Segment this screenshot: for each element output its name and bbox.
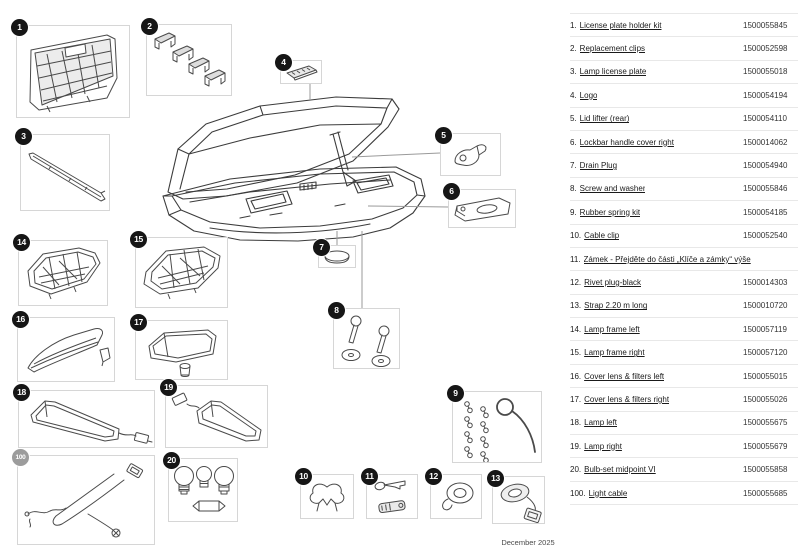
part-badge: 100 (11, 448, 30, 467)
part-box-lockbar-handle-cover (448, 186, 516, 228)
light-cable-icon (18, 456, 154, 544)
part-badge: 8 (327, 301, 346, 320)
part-badge: 5 (434, 126, 453, 145)
parts-list-row (570, 248, 798, 271)
parts-list-row (570, 131, 798, 154)
part-link[interactable]: Lamp right (584, 441, 622, 451)
row-index: 4. (570, 90, 577, 100)
part-number: 1500010720 (743, 301, 788, 311)
row-index: 100. (570, 488, 586, 498)
row-index: 11. (570, 254, 581, 264)
part-link[interactable]: Cable clip (584, 231, 620, 241)
row-index: 18. (570, 418, 582, 428)
part-number: 1500054110 (743, 114, 787, 124)
parts-list-row (570, 154, 798, 177)
part-badge: 19 (159, 378, 178, 397)
part-link[interactable]: Lamp frame right (584, 348, 645, 358)
part-box-lamp-license-plate (20, 131, 110, 211)
row-index: 12. (570, 277, 582, 287)
part-box-rivet-plug (429, 471, 482, 519)
screw-and-washer-icon (334, 309, 399, 368)
part-number: 1500014062 (743, 137, 788, 147)
part-box-lamp-frame-left (17, 237, 108, 306)
part-link[interactable]: License plate holder kit (579, 20, 662, 30)
part-badge: 17 (129, 313, 148, 332)
part-number: 1500057120 (743, 348, 788, 358)
parts-list-row (570, 271, 798, 294)
part-badge: 9 (446, 384, 465, 403)
part-link[interactable]: Rivet plug-black (584, 277, 642, 287)
parts-list-row (570, 341, 798, 364)
part-link[interactable]: Rubber spring kit (579, 207, 641, 217)
row-index: 2. (570, 44, 577, 54)
part-badge: 15 (129, 230, 148, 249)
row-index: 7. (570, 161, 577, 171)
part-box-strap (491, 473, 545, 524)
part-badge: 6 (442, 182, 461, 201)
part-link[interactable]: Lid lifter (rear) (579, 114, 630, 124)
part-link[interactable]: Cover lens & filters right (584, 394, 670, 404)
part-number: 1500014303 (743, 277, 788, 287)
part-box-replacement-clips (146, 21, 232, 96)
part-box-lamp-right (164, 382, 268, 448)
part-box-lamp-frame-right (134, 234, 228, 308)
part-link[interactable]: Bulb-set midpoint VI (584, 465, 656, 475)
cover-lens-right-icon (136, 321, 227, 379)
part-box-drain-plug (318, 242, 356, 268)
parts-list-row (570, 61, 798, 84)
lamp-right-icon (166, 386, 267, 447)
lamp-frame-right-icon (136, 238, 227, 307)
part-number: 1500055675 (743, 418, 788, 428)
parts-list-row (570, 365, 798, 388)
row-index: 3. (570, 67, 577, 77)
row-index: 14. (570, 324, 582, 334)
row-index: 5. (570, 114, 577, 124)
part-badge: 11 (360, 467, 379, 486)
part-link[interactable]: Screw and washer (579, 184, 646, 194)
parts-list-row (570, 412, 798, 435)
row-index: 9. (570, 207, 577, 217)
parts-list-row (570, 482, 798, 505)
part-box-cable-clip (299, 471, 354, 519)
part-number: 1500055846 (743, 184, 788, 194)
row-index: 15. (570, 348, 582, 358)
bulb-set-icon (169, 459, 237, 521)
part-link[interactable]: Lockbar handle cover right (579, 137, 674, 147)
parts-list-row (570, 201, 798, 224)
part-box-cover-lens-left (16, 314, 115, 382)
lamp-frame-left-icon (19, 241, 107, 305)
part-badge: 3 (14, 127, 33, 146)
part-badge: 1 (10, 18, 29, 37)
part-number: 1500055845 (743, 20, 788, 30)
part-link[interactable]: Light cable (588, 488, 628, 498)
part-link[interactable]: Replacement clips (579, 44, 646, 54)
part-number: 1500055026 (743, 394, 788, 404)
part-link[interactable]: Zámek - Přejděte do části „Klíče a zámky“ výše (583, 254, 751, 264)
part-number: 1500054185 (743, 207, 788, 217)
part-link[interactable]: Lamp license plate (579, 67, 647, 77)
parts-list-row (570, 225, 798, 248)
row-index: 8. (570, 184, 577, 194)
part-badge: 10 (294, 467, 313, 486)
part-box-bulb-set (167, 455, 238, 522)
part-box-logo (280, 57, 322, 84)
part-badge: 4 (274, 53, 293, 72)
part-link[interactable]: Cover lens & filters left (584, 371, 665, 381)
catalog-date: December 2025 (501, 538, 555, 547)
part-badge: 7 (312, 238, 331, 257)
leader-lines (310, 84, 448, 308)
parts-list-row (570, 435, 798, 458)
part-badge: 13 (486, 469, 505, 488)
part-number: 1500055685 (743, 488, 788, 498)
part-badge: 14 (12, 233, 31, 252)
part-box-license-plate-holder (16, 22, 130, 118)
replacement-clips-icon (147, 25, 231, 95)
parts-list-row (570, 14, 798, 37)
rubber-spring-kit-icon (453, 392, 541, 462)
part-badge: 16 (11, 310, 30, 329)
parts-list-row (570, 84, 798, 107)
part-number: 1500054194 (743, 90, 788, 100)
part-number: 1500055679 (743, 441, 788, 451)
row-index: 13. (570, 301, 582, 311)
parts-list-row (570, 388, 798, 411)
part-number: 1500052598 (743, 44, 788, 54)
parts-list-row (570, 108, 798, 131)
part-box-cover-lens-right (134, 317, 228, 380)
row-index: 20. (570, 465, 582, 475)
part-number: 1500057119 (743, 324, 787, 334)
part-link[interactable]: Logo (579, 90, 598, 100)
part-box-lamp-left (17, 387, 155, 448)
parts-list-row (570, 37, 798, 60)
parts-list-row (570, 295, 798, 318)
parts-list-row (570, 458, 798, 481)
part-box-screw-and-washer (333, 305, 400, 369)
license-plate-holder-icon (17, 26, 129, 117)
part-link[interactable]: Strap 2.20 m long (584, 301, 648, 311)
lamp-license-plate-icon (21, 135, 109, 210)
row-index: 6. (570, 137, 577, 147)
part-number: 1500055018 (743, 67, 788, 77)
part-number: 1500054940 (743, 161, 788, 171)
parts-list-row (570, 318, 798, 341)
part-badge: 18 (12, 383, 31, 402)
part-badge: 12 (424, 467, 443, 486)
part-link[interactable]: Lamp left (584, 418, 618, 428)
part-number: 1500052540 (743, 231, 788, 241)
part-link[interactable]: Lamp frame left (584, 324, 640, 334)
row-index: 1. (570, 20, 577, 30)
row-index: 19. (570, 441, 582, 451)
row-index: 10. (570, 231, 582, 241)
part-link[interactable]: Drain Plug (579, 161, 618, 171)
parts-list-row (570, 178, 798, 201)
part-number: 1500055858 (743, 465, 788, 475)
row-index: 17. (570, 394, 582, 404)
cover-lens-left-icon (18, 318, 114, 381)
part-box-lock (365, 471, 418, 519)
part-box-rubber-spring-kit (452, 388, 542, 463)
part-badge: 2 (140, 17, 159, 36)
lamp-left-icon (19, 391, 154, 447)
part-number: 1500055015 (743, 371, 788, 381)
part-box-light-cable (17, 455, 155, 545)
parts-list (570, 13, 798, 505)
part-badge: 20 (162, 451, 181, 470)
row-index: 16. (570, 371, 582, 381)
part-box-lid-lifter (440, 130, 501, 176)
